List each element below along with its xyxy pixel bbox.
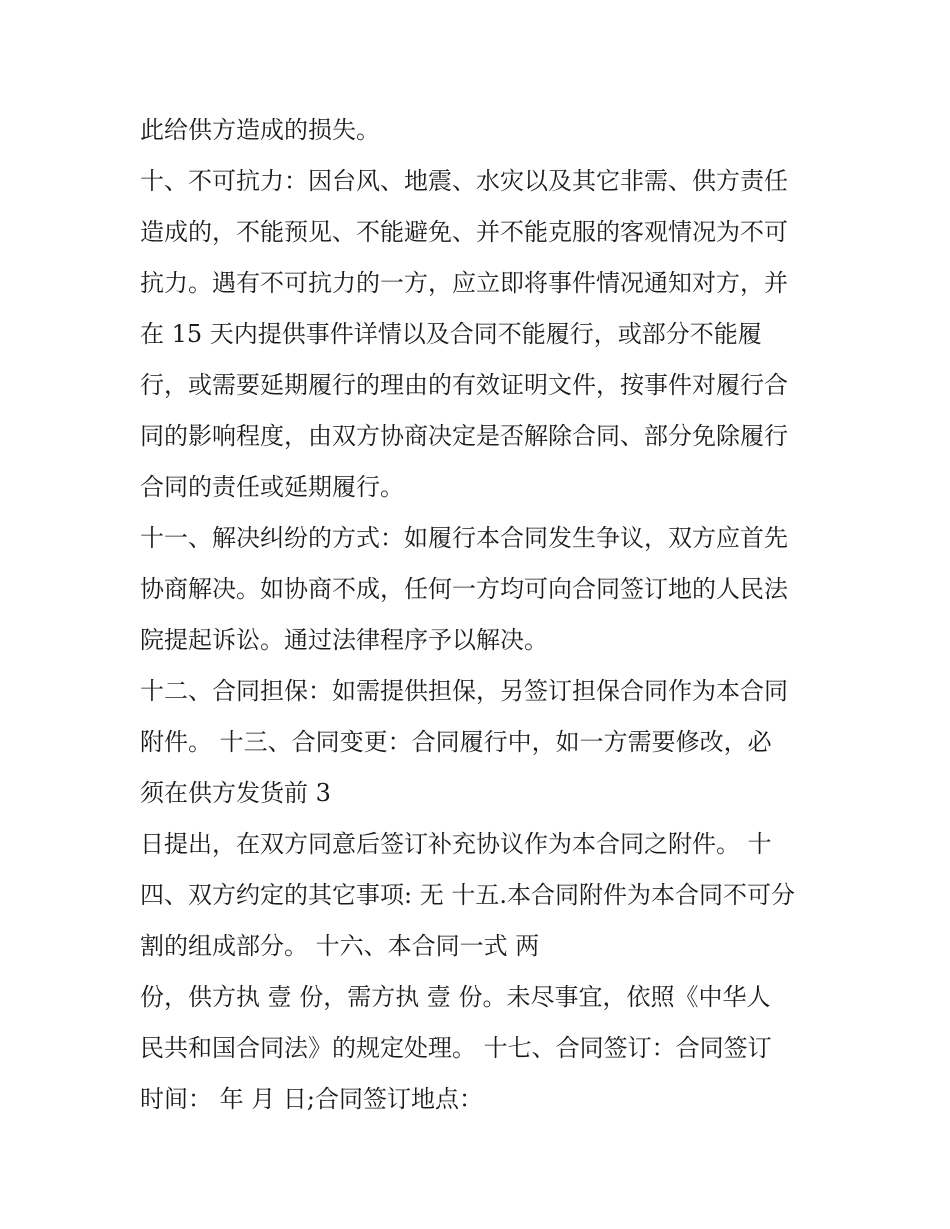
text-line: 十、不可抗力：因台风、地震、水灾以及其它非需、供方责任 <box>140 167 788 195</box>
text-line: 合同的责任或延期履行。 <box>140 473 404 501</box>
text-line: 院提起诉讼。通过法律程序予以解决。 <box>140 626 548 654</box>
text-line: 协商解决。如协商不成，任何一方均可向合同签订地的人民法 <box>140 575 788 603</box>
text-line: 行，或需要延期履行的理由的有效证明文件，按事件对履行合 <box>140 371 788 399</box>
text-line: 同的影响程度，由双方协商决定是否解除合同、部分免除履行 <box>140 422 788 450</box>
text-line: 十一、解决纠纷的方式：如履行本合同发生争议，双方应首先 <box>140 524 788 552</box>
text-line: 民共和国合同法》的规定处理。 十七、合同签订：合同签订 <box>140 1034 772 1062</box>
text-line: 附件。 十三、合同变更：合同履行中，如一方需要修改，必 <box>140 728 772 756</box>
text-line: 四、双方约定的其它事项: 无 十五.本合同附件为本合同不可分 <box>140 881 795 909</box>
text-line: 日提出，在双方同意后签订补充协议作为本合同之附件。 十 <box>140 830 772 858</box>
text-line: 此给供方造成的损失。 <box>140 116 380 144</box>
text-line: 时间： 年 月 日;合同签订地点： <box>140 1085 483 1113</box>
text-line: 份，供方执 壹 份，需方执 壹 份。未尽事宜，依照《中华人 <box>140 983 771 1011</box>
text-line: 割的组成部分。 十六、本合同一式 两 <box>140 932 540 960</box>
text-line: 在 15 天内提供事件详情以及合同不能履行，或部分不能履 <box>140 320 762 348</box>
text-line: 抗力。遇有不可抗力的一方，应立即将事件情况通知对方，并 <box>140 269 788 297</box>
text-line: 造成的，不能预见、不能避免、并不能克服的客观情况为不可 <box>140 218 788 246</box>
text-line: 须在供方发货前 3 <box>140 779 331 807</box>
text-line: 十二、合同担保：如需提供担保，另签订担保合同作为本合同 <box>140 677 788 705</box>
